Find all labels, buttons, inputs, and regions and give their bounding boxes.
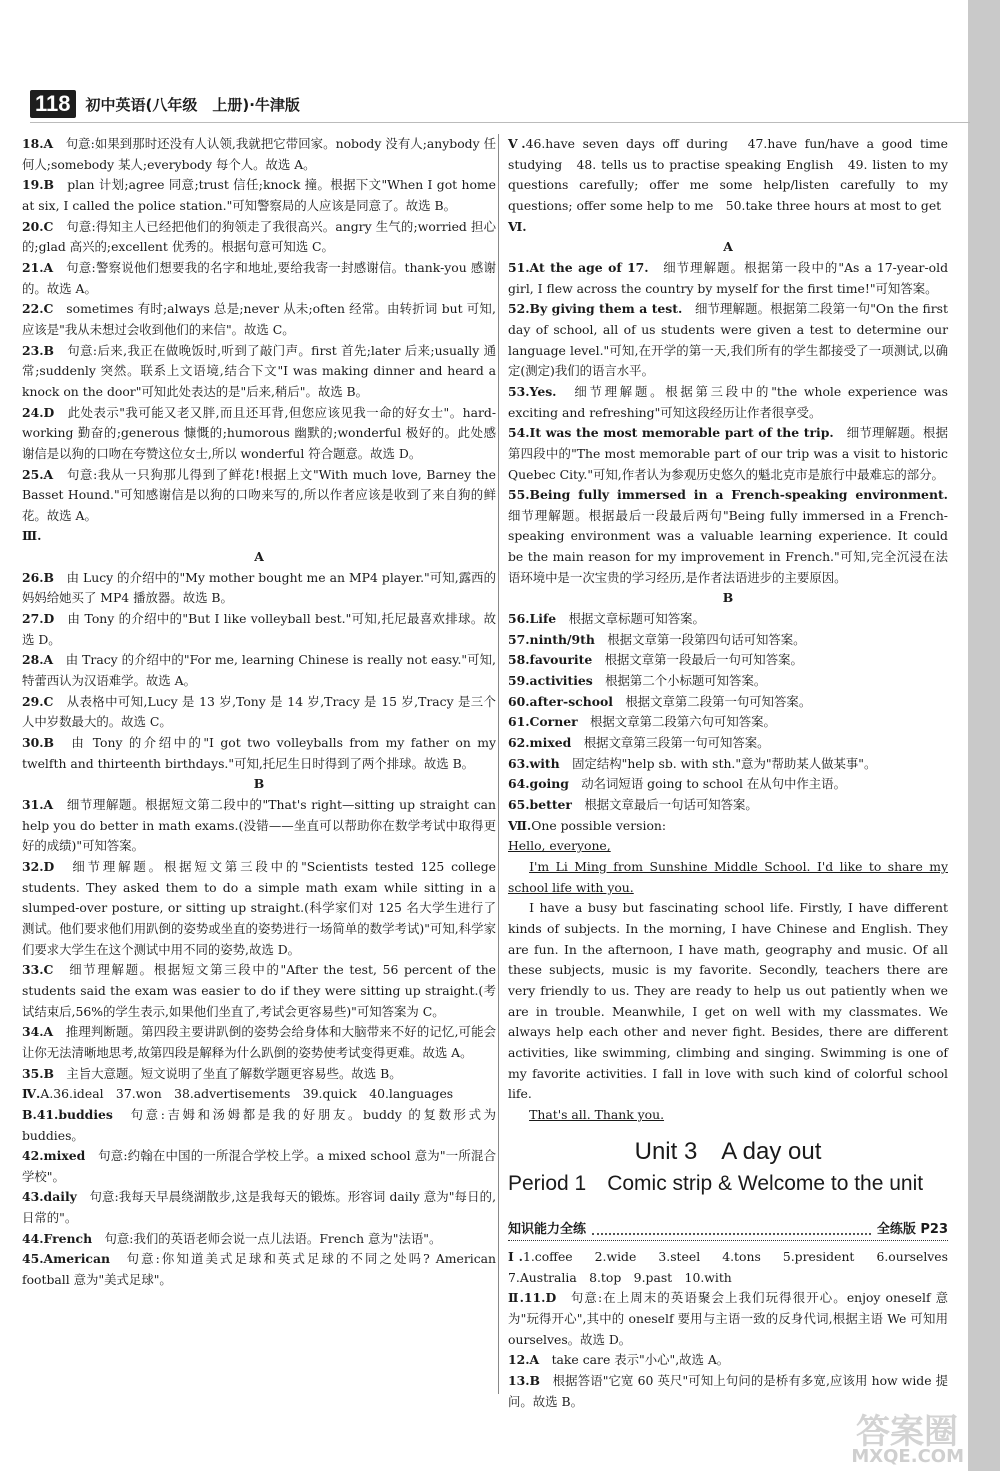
answer-key: 63.with [508,755,560,771]
answer-key: 52.By giving them a test. [508,301,683,317]
answer-item [22,1022,496,1063]
right-column [508,134,961,1412]
watermark-logo: 答案圈 [856,1412,958,1452]
section-ref: 全练版 P23 [876,1221,948,1237]
answer-explanation: take care 表示"小心",故选 A。 [551,1352,730,1368]
answer-key: 31.A [22,797,54,812]
answer-explanation: 根据答语"它宽 60 英尺"可知上句问的是桥有多宽,应该用 how wide 提问。故选 B。 [508,1373,948,1409]
roman-numeral: Ⅶ. [508,817,532,833]
answer-explanation: 由 Tony 的介绍中的"I got two volleyballs from my father on my twelfth and thirteenth birthdays."可知,托尼生日时得到了两个排球。故选 B。 [22,735,496,771]
answer-explanation: 由 Tracy 的介绍中的"For me, learning Chinese is really not easy."可知,特蕾西认为汉语难学。故选 A。 [22,652,497,689]
answer-item [22,692,496,733]
answer-explanation: 推理判断题。第四段主要讲趴倒的姿势会给身体和大脑带来不好的记忆,可能会让你无法清晰地思考,故第四段是解释为什么趴倒的姿势使考试变得更难。故选 A。 [22,1024,496,1060]
answer-explanation: sometimes 有时;always 总是;never 从未;often 经常。由转折词 but 可知,应该是"我从未想过会收到他们的来信"。故选 C。 [22,301,496,337]
page-number: 118 [30,90,76,118]
answer-explanation: 46.have seven days off during 47.have fun/have a good time studying 48. tells us to practise speaking English 49. listen to my questions carefully; offer me some help/listen carefully to my questions; offer some help to me 50.take three hours at most to get [508,136,948,213]
answer-explanation: 句意:警察说他们想要我的名字和地址,要给我寄一封感谢信。thank-you 感谢的。故选 A。 [22,259,497,296]
answer-key: 51.At the age of 17. [508,259,649,275]
answer-explanation: 句意:我们的英语老师会说一点儿法语。French 意为"法语"。 [104,1230,442,1246]
answer-explanation: 动名词短语 going to school 在从句中作主语。 [581,776,846,792]
answer-explanation: 主旨大意题。短文说明了坐直了解数学题更容易些。故选 B。 [66,1065,402,1081]
answer-key: 55.Being fully immersed in a French-speaking environment. [508,487,948,503]
answer-item [22,1249,496,1290]
answer-item [508,774,948,795]
answer-explanation: 由 Lucy 的介绍中的"My mother bought me an MP4 player."可知,露西的妈妈给她买了 MP4 播放器。故选 B。 [22,569,497,606]
answer-explanation: 细节理解题。根据第四段中的"The most memorable part of our trip was a visit to historic Quebec City."可知,作者认为参观历史悠久的魁北克市是旅行中最难忘的部分。 [508,425,949,482]
answer-key: 43.daily [22,1189,77,1205]
answer-key: 22.C [22,301,54,317]
answer-key: 30.B [22,735,55,751]
answer-explanation: 句意:在上周末的英语聚会上我们玩得很开心。enjoy oneself 意为"玩得开心",其中的 oneself 要用与主语一致的反身代词,根据主语 We 可知用 ourselves。故选 D。 [508,1290,948,1347]
subsection-label: A [723,239,733,255]
roman-numeral: Ⅲ. [22,528,42,544]
answer-item [22,733,496,774]
answer-item [22,1187,496,1228]
answer-explanation: 细节理解题。根据第二段第一句"On the first day of school, all of us students were given a test to determine our language level."可知,在开学的第一天,我们所有的学生都接受了一项测试,以确定(测定)我们的语言水平。 [508,301,949,379]
answer-explanation: 根据文章标题可知答案。 [568,611,705,627]
answer-explanation: 根据第二个小标题可知答案。 [605,673,767,689]
answer-explanation: 1.coffee 2.wide 3.steel 4.tons 5.president 6.ourselves 7.Australia 8.top 9.past 10.with [508,1249,961,1285]
answer-key: 45.American [22,1251,110,1267]
answer-explanation: 句意:得知主人已经把他们的狗领走了我很高兴。angry 生气的;worried 担心的;glad 高兴的;excellent 优秀的。根据句意可知选 C。 [22,218,497,255]
answer-explanation: 句意:我从一只狗那儿得到了鲜花!根据上文"With much love, Barney the Basset Hound."可知感谢信是以狗的口吻来写的,所以作者应该是收到了来自狗的鲜花。故选 A。 [22,466,496,523]
answer-explanation: plan 计划;agree 同意;trust 信任;knock 撞。根据下文"When I got home at six, I called the police station."可知警察局的人应该是同意了。故选 B。 [22,177,496,213]
answer-explanation: 细节理解题。根据第一段中的"As a 17-year-old girl, I flew across the country by myself for the first time!"可知答案。 [508,259,948,296]
answer-key: 29.C [22,693,54,709]
roman-numeral: Ⅰ. [508,1249,523,1265]
answer-item [22,1146,496,1187]
answer-item [508,650,948,671]
answer-item [508,712,948,733]
answer-item [22,568,496,609]
answer-key: 32.D [22,858,55,874]
answer-key: 11.D [523,1290,557,1306]
section-heading [508,217,948,238]
answer-item [22,857,496,960]
subsection-label: B [253,776,265,792]
answer-explanation: 根据文章第三段第一句可知答案。 [583,735,770,751]
section-heading [22,1084,496,1105]
answer-key: 61.Corner [508,714,578,730]
answer-key: 12.A [508,1352,540,1368]
section-heading [508,134,948,217]
answer-explanation: 此处表示"我可能又老又胖,而且还耳背,但您应该见我一命的好女士"。hard-working 勤奋的;generous 慷慨的;humorous 幽默的;wonderful 极好的。此处感谢信是以狗的口吻在夸赞这位女士,所以 wonderful 符合题意。故选 D。 [22,404,497,461]
answer-item [508,423,948,485]
answer-explanation: 细节理解题。根据短文第三段中的"After the test, 56 percent of the students said the exam was easier to do if they were sitting up straight.(考试结束后,56%的学生表示,如果他们坐直了,考试会更容易些)"可知答案为 C。 [22,962,497,1019]
answer-explanation: One possible version: [531,817,667,833]
answer-key: 58.favourite [508,652,593,668]
unit-title: Unit 3 A day out [634,1137,822,1165]
essay-body: I have a busy but fascinating school life. Firstly, I have different kinds of subjects. In the morning, I have Chinese and English. They are fun. In the afternoon, I have math, geography and music. Of all these subjects, music is my favorite. Secondly, teachers there are very friendly to us. They are ready to help us out patiently when we are in trouble. Meanwhile, I get on well with my classmates. We always help each other and never fight. Besides, there are different activities, like swimming, climbing and singing. Swimming is one of my favorite activities. I fall in love with such kind of colorful school life. [508,900,948,1102]
answer-key: 54.It was the most memorable part of the trip. [508,425,834,441]
answer-item [22,217,496,258]
answer-item [22,1064,496,1085]
answer-key: 20.C [22,218,54,234]
answer-key: 42.mixed [22,1148,86,1164]
answer-explanation: 句意:后来,我正在做晚饭时,听到了敲门声。first 首先;later 后来;usually 通常;suddenly 突然。联系上文语境,结合下文"I was making dinner and heard a knock on the door"可知此处表达的是"后来,稍后"。故选 B。 [22,342,496,399]
section-heading [508,816,948,837]
section-heading [508,1247,961,1288]
answer-item [508,1350,948,1371]
section-dots [592,1233,871,1235]
answer-explanation: 从表格中可知,Lucy 是 13 岁,Tony 是 14 岁,Tracy 是 15 岁,Tracy 是三个人中岁数最大的。故选 C。 [22,693,496,730]
unit-answers [508,1247,961,1412]
answer-item [508,692,948,713]
answer-explanation: A.36.ideal 37.won 38.advertisements 39.quick 40.languages [40,1086,454,1102]
answer-item [22,1105,496,1146]
answer-key: 64.going [508,776,569,792]
answer-key: 28.A [22,652,54,668]
period-title: Period 1 Comic strip & Welcome to the unit [508,1171,924,1195]
section-label: 知识能力全练 [508,1221,587,1237]
answer-key: 21.A [22,259,54,275]
essay-greeting: Hello, everyone, [508,838,611,854]
left-column [22,134,496,1291]
answer-item [508,754,948,775]
answer-explanation: 固定结构"help sb. with sth."意为"帮助某人做某事"。 [572,755,877,771]
watermark-url: MXQE.COM [851,1446,964,1467]
answer-key: 53.Yes. [508,383,557,399]
answer-key: 25.A [22,466,54,482]
answer-key: 33.C [22,962,54,978]
answer-item [22,299,496,340]
answer-explanation: 根据文章第一段第四句话可知答案。 [607,631,806,647]
answer-explanation: 根据文章最后一句话可知答案。 [584,797,758,812]
answer-item [22,134,496,175]
answer-item [508,485,948,588]
answer-item [508,258,948,299]
answer-item [22,403,496,465]
answer-key: 62.mixed [508,735,572,751]
answer-key: 27.D [22,611,55,627]
answer-explanation: 细节理解题。根据短文第二段中的"That's right—sitting up straight can help you do better in math exams.(没错——坐直可以帮助你在数学考试中取得更好的成绩)"可知答案。 [22,797,497,854]
page-edge-shadow [968,0,1000,1471]
answer-key: 26.B [22,569,55,585]
answer-item [22,1229,496,1250]
answer-item [22,341,496,403]
page-header [30,86,970,123]
subsection-label: B [722,590,734,606]
section-heading [508,1288,948,1350]
book-title: 初中英语(八年级 上册)·牛津版 [85,95,300,114]
answer-explanation: 句意:吉姆和汤姆都是我的好朋友。buddy 的复数形式为 buddies。 [22,1106,497,1143]
answer-explanation: 根据文章第一段最后一句可知答案。 [604,652,803,668]
answer-key: 13.B [508,1373,541,1389]
essay-closing: That's all. Thank you. [529,1106,665,1122]
answer-item [508,609,948,630]
answer-explanation: 细节理解题。根据短文第三段中的"Scientists tested 125 college students. They asked them to do a simple math exam while sitting in a slumped-over posture, or sitting up straight.(科学家们对 125 名大学生进行了测试。他们要求他们用趴倒的姿势或坐直的姿势进行一场简单的数学考试)"可知,科学家们要求大学生在这个测试中用不同的姿势,故选 D。 [22,858,497,957]
answer-key: 34.A [22,1024,54,1040]
essay-intro: I'm Li Ming from Sunshine Middle School. I'd like to share my school life with you. [508,858,948,895]
answer-explanation: 句意:你知道美式足球和英式足球的不同之处吗? American football 意为"美式足球"。 [22,1251,497,1288]
answer-item [22,175,496,216]
section-heading [22,526,496,547]
answer-key: B.41.buddies [22,1106,113,1122]
answer-key: 56.Life [508,611,557,627]
roman-numeral: Ⅵ. [508,218,527,234]
answer-explanation: 由 Tony 的介绍中的"But I like volleyball best."可知,托尼最喜欢排球。故选 D。 [22,611,496,647]
answer-key: 18.A [22,136,54,151]
answer-key: 59.activities [508,673,593,689]
answer-explanation: 句意:如果到那时还没有人认领,我就把它带回家。nobody 没有人;anybody 任何人;somebody 某人;everybody 每个人。故选 A。 [22,136,496,172]
answer-key: 35.B [22,1065,55,1081]
answer-item [508,795,948,816]
answer-key: 44.French [22,1230,93,1246]
answer-item [22,465,496,527]
subsection-label: A [254,549,264,565]
answer-item [508,671,948,692]
answer-item [22,650,496,691]
answer-item [22,258,496,299]
column-divider [498,134,499,1394]
answer-key: 23.B [22,342,55,358]
answer-item [508,299,948,382]
answer-item [22,795,496,857]
answer-explanation: 细节理解题。根据第三段中的"the whole experience was exciting and refreshing"可知这段经历让作者很享受。 [508,383,948,420]
answer-item [508,630,948,651]
answer-explanation: 细节理解题。根据最后一段最后两句"Being fully immersed in a French-speaking environment was a valuable learning experience. It could be the main reason for my improvement in French."可知,完全沉浸在法语环境中是一次宝贵的学习经历,是作者法语进步的主要原因。 [508,507,948,585]
roman-numeral: Ⅴ. [508,136,526,151]
answer-explanation: 根据文章第二段第六句可知答案。 [590,714,776,730]
answer-key: 65.better [508,797,572,812]
section-bar [508,1220,948,1242]
right-answers [508,134,948,836]
roman-numeral: Ⅱ. [508,1290,524,1306]
answer-key: 19.B [22,177,55,193]
answer-item [508,382,948,423]
answer-explanation: 根据文章第二段第一句可知答案。 [625,693,812,709]
answer-item [22,960,496,1022]
answer-item [508,733,948,754]
answer-explanation: 句意:我每天早晨绕湖散步,这是我每天的锻炼。形容词 daily 意为"每日的,日常的"。 [22,1189,497,1226]
answer-key: 60.after-school [508,693,613,709]
answer-key: 24.D [22,404,55,420]
roman-numeral: Ⅳ. [22,1086,41,1102]
answer-key: 57.ninth/9th [508,631,595,647]
answer-item [22,609,496,650]
answer-explanation: 句意:约翰在中国的一所混合学校上学。a mixed school 意为"一所混合学校"。 [22,1148,496,1184]
